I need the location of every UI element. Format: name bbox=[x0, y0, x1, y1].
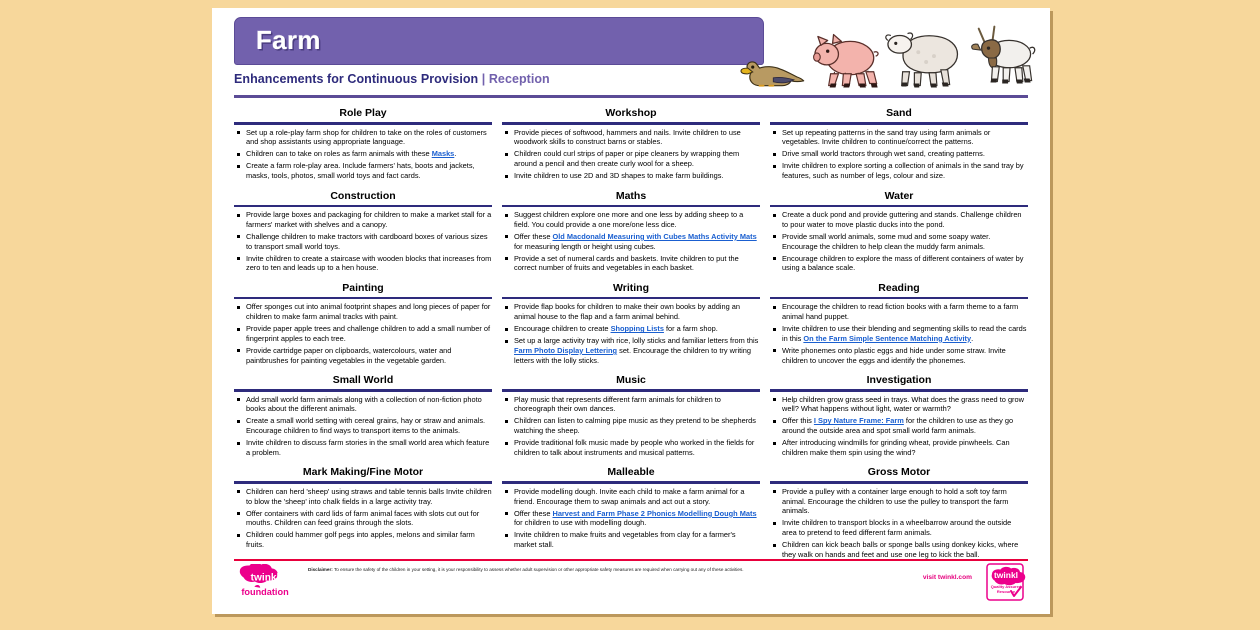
activity-text: Invite children to create a staircase with wooden blocks that increases from zero to ten and leads up to a hen house. bbox=[246, 253, 492, 273]
provision-section bbox=[502, 187, 760, 273]
activity-text: Set up a large activity tray with rice, lolly sticks and familiar letters from this bbox=[514, 336, 759, 346]
section-underline bbox=[502, 122, 760, 125]
activity-list bbox=[502, 128, 760, 181]
header-animal-illustrations bbox=[740, 18, 1036, 92]
activity-item bbox=[502, 324, 760, 334]
section-underline bbox=[770, 122, 1028, 125]
section-heading: Small World bbox=[332, 374, 394, 387]
activity-item bbox=[502, 416, 760, 435]
sheep-illustration bbox=[885, 30, 961, 92]
activity-text: Provide cartridge paper on clipboards, watercolours, water and paintbrushes for painting vegetables in the vegetable garden. bbox=[246, 345, 452, 365]
activity-text: Invite children to make fruits and vegetables from clay for a farmer's market stall. bbox=[514, 530, 736, 550]
activity-item bbox=[502, 210, 760, 229]
activity-text: Help children grow grass seed in trays. What does the grass need to grow well? What happens without light, water or warmth? bbox=[782, 394, 1024, 414]
resource-link[interactable]: Shopping Lists bbox=[610, 324, 664, 334]
activity-item bbox=[234, 487, 492, 506]
twinkl-quality-assured-badge[interactable] bbox=[984, 562, 1026, 602]
activity-item bbox=[234, 416, 492, 435]
activity-item bbox=[770, 254, 1028, 273]
section-underline bbox=[234, 481, 492, 484]
activity-text: Provide a set of numeral cards and baskets. Invite children to put the correct number of fruits and vegetables in each basket. bbox=[514, 253, 739, 273]
activity-text: Children could curl strips of paper or pipe cleaners by wrapping them around a pencil and then create curly wool for a sheep. bbox=[514, 149, 740, 168]
section-underline bbox=[770, 481, 1028, 484]
activity-text: for a farm shop. bbox=[663, 324, 718, 334]
activity-item bbox=[770, 210, 1028, 229]
activity-item bbox=[502, 530, 760, 549]
section-heading: Maths bbox=[615, 189, 647, 202]
activity-item bbox=[770, 149, 1028, 159]
activity-list bbox=[234, 128, 492, 181]
activity-text: Provide flap books for children to make their own books by adding an animal house to the flap and a farm animal behind. bbox=[514, 302, 740, 321]
resource-link[interactable]: Masks bbox=[431, 149, 455, 159]
activity-text: Drive small world tractors through wet sand, creating patterns. bbox=[782, 149, 985, 159]
activity-text: for measuring length or height using cubes. bbox=[514, 241, 656, 251]
duck-illustration bbox=[740, 50, 809, 92]
activity-item bbox=[770, 161, 1028, 180]
activity-item bbox=[234, 161, 492, 180]
provision-column-2 bbox=[502, 104, 760, 565]
page-header bbox=[212, 8, 1050, 100]
disclaimer-text bbox=[308, 567, 788, 574]
provision-section bbox=[502, 104, 760, 181]
activity-text: Offer these bbox=[514, 231, 553, 241]
provision-section bbox=[770, 279, 1028, 365]
activity-text: Suggest children explore one more and one less by adding sheep to a field. You could provide a one more/one less dice. bbox=[514, 210, 744, 229]
activity-text: Children could hammer golf pegs into apples, melons and similar farm fruits. bbox=[246, 530, 475, 550]
section-heading: Investigation bbox=[866, 374, 932, 387]
activity-item bbox=[234, 324, 492, 343]
activity-item bbox=[770, 540, 1028, 559]
subtitle-phase: Reception bbox=[488, 72, 550, 86]
page-subtitle bbox=[234, 72, 550, 86]
provision-section bbox=[770, 463, 1028, 559]
activity-list bbox=[770, 395, 1028, 458]
section-underline bbox=[234, 122, 492, 125]
provision-section bbox=[234, 187, 492, 273]
activity-text: Offer sponges cut into animal footprint shapes and long pieces of paper for children to make farm animal tracks with paint. bbox=[246, 302, 491, 321]
activity-item bbox=[234, 530, 492, 549]
section-heading: Music bbox=[616, 374, 646, 387]
header-divider bbox=[234, 95, 1028, 98]
activity-item bbox=[234, 509, 492, 528]
activity-text: Children can to take on roles as farm animals with these bbox=[246, 149, 432, 159]
footer-divider bbox=[234, 559, 1028, 561]
section-underline bbox=[234, 205, 492, 208]
provision-section bbox=[502, 371, 760, 457]
activity-item bbox=[770, 518, 1028, 537]
activity-list bbox=[502, 487, 760, 550]
goat-illustration bbox=[965, 22, 1036, 92]
activity-item bbox=[770, 232, 1028, 251]
disclaimer-label: Disclaimer: bbox=[308, 567, 333, 572]
section-heading: Writing bbox=[613, 281, 649, 294]
activity-text: Children can herd 'sheep' using straws and table tennis balls Invite children to blow the 'sheep' into chalk fields in a large activity tray. bbox=[246, 486, 492, 506]
activity-text: Invite children to use 2D and 3D shapes to make farm buildings. bbox=[514, 171, 724, 181]
activity-text: After introducing windmills for grinding wheat, provide pinwheels. Can children make them spin using the wind? bbox=[782, 438, 1010, 457]
activity-text: Provide pieces of softwood, hammers and nails. Invite children to use woodwork skills to construct barns or stables. bbox=[514, 127, 741, 147]
activity-text: . bbox=[971, 333, 974, 343]
activity-text: for the children to use as they go around the outside area and spot small world farm animals. bbox=[782, 416, 1014, 436]
section-heading: Malleable bbox=[607, 466, 655, 479]
provision-column-1 bbox=[234, 104, 492, 565]
resource-link[interactable]: I Spy Nature Frame: Farm bbox=[813, 416, 904, 426]
activity-text: Children can listen to calming pipe music as they pretend to be shepherds watching the sheep. bbox=[514, 416, 756, 436]
section-heading: Painting bbox=[342, 281, 384, 294]
activity-text: Create a duck pond and provide guttering and stands. Challenge children to pour water to move plastic ducks into the pond. bbox=[782, 210, 1022, 229]
activity-text: Offer containers with card lids of farm animal faces with slots cut out for mouths. Children can feed grains through the slots. bbox=[246, 508, 480, 528]
activity-list bbox=[502, 395, 760, 458]
activity-list bbox=[770, 128, 1028, 181]
activity-text: Set up a role-play farm shop for children to take on the roles of customers and shop assistants using appropriate language. bbox=[246, 127, 487, 147]
activity-list bbox=[502, 302, 760, 365]
activity-item bbox=[770, 346, 1028, 365]
activity-text: Invite children to explore sorting a collection of animals in the sand tray by features, such as number of legs, colour and size. bbox=[782, 161, 1024, 181]
activity-item bbox=[770, 128, 1028, 147]
section-underline bbox=[502, 389, 760, 392]
pig-illustration bbox=[813, 30, 882, 92]
activity-text: Set up repeating patterns in the sand tray using farm animals or vegetables. Invite children to continue/correct the patterns. bbox=[782, 127, 991, 147]
activity-item bbox=[502, 438, 760, 457]
activity-list bbox=[234, 210, 492, 273]
resource-link[interactable]: Harvest and Farm Phase 2 Phonics Modelling Dough Mats bbox=[552, 508, 757, 518]
provision-columns bbox=[234, 104, 1028, 565]
provision-section bbox=[770, 187, 1028, 273]
badge-twinkl-wordmark: twinkl bbox=[993, 570, 1019, 580]
activity-text: set. Encourage the children to try writing letters with the lolly sticks. bbox=[514, 345, 751, 365]
section-heading: Workshop bbox=[605, 107, 657, 119]
activity-item bbox=[234, 438, 492, 457]
activity-item bbox=[502, 128, 760, 147]
foundation-wordmark: foundation bbox=[241, 587, 289, 598]
activity-text: Create a small world setting with cereal grains, hay or straw and animals. Encourage children to find ways to transport items to the animals. bbox=[246, 416, 486, 436]
activity-item bbox=[770, 438, 1028, 457]
activity-item bbox=[502, 487, 760, 506]
provision-section bbox=[502, 463, 760, 549]
activity-text: Write phonemes onto plastic eggs and hide under some straw. Invite children to uncover the eggs and identify the phonemes. bbox=[782, 345, 1006, 365]
activity-item bbox=[502, 336, 760, 365]
section-underline bbox=[234, 297, 492, 300]
activity-item bbox=[502, 302, 760, 321]
activity-text: Encourage the children to read fiction books with a farm theme to a farm animal hand puppet. bbox=[782, 302, 1019, 321]
activity-list bbox=[234, 395, 492, 458]
resource-link[interactable]: Farm Photo Display Lettering bbox=[514, 345, 618, 355]
activity-item bbox=[770, 302, 1028, 321]
resource-link[interactable]: Old Macdonald Measuring with Cubes Maths Activity Mats bbox=[552, 231, 757, 241]
activity-item bbox=[770, 395, 1028, 414]
activity-text: Offer these bbox=[514, 508, 553, 518]
disclaimer-body: To ensure the safety of the children in your setting, it is your responsibility to assess whether adult supervision or other appropriate safety measures are required when carrying out any of these activities. bbox=[332, 567, 744, 572]
subtitle-separator: | bbox=[481, 72, 486, 86]
provision-section bbox=[770, 371, 1028, 457]
section-heading: Mark Making/Fine Motor bbox=[302, 466, 424, 479]
activity-text: Provide traditional folk music made by people who worked in the fields for children to talk about instruments and musical patterns. bbox=[514, 438, 755, 457]
section-underline bbox=[502, 297, 760, 300]
activity-item bbox=[234, 346, 492, 365]
page-footer bbox=[234, 564, 1028, 604]
section-heading: Water bbox=[884, 189, 914, 202]
section-underline bbox=[502, 481, 760, 484]
activity-list bbox=[770, 487, 1028, 559]
activity-text: Provide a pulley with a container large enough to hold a soft toy farm animal. Encourage the children to use the pulley to transport the farm animals. bbox=[782, 486, 1009, 516]
activity-item bbox=[502, 232, 760, 251]
provision-section bbox=[770, 104, 1028, 181]
subtitle-main: Enhancements for Continuous Provision bbox=[234, 72, 479, 86]
section-heading: Sand bbox=[886, 107, 912, 119]
activity-list bbox=[502, 210, 760, 273]
provision-column-3 bbox=[770, 104, 1028, 565]
twinkl-foundation-logo[interactable] bbox=[236, 564, 294, 598]
section-underline bbox=[502, 205, 760, 208]
provision-section bbox=[502, 279, 760, 365]
section-heading: Construction bbox=[330, 189, 396, 202]
section-heading: Gross Motor bbox=[867, 466, 931, 479]
provision-section bbox=[234, 279, 492, 365]
section-underline bbox=[234, 389, 492, 392]
activity-item bbox=[502, 395, 760, 414]
section-heading: Reading bbox=[878, 281, 920, 294]
activity-list bbox=[234, 487, 492, 550]
section-heading: Role Play bbox=[339, 107, 387, 119]
activity-text: Provide modelling dough. Invite each child to make a farm animal for a friend. Encourage them to swap animals and act out a story. bbox=[514, 486, 745, 506]
activity-text: Play music that represents different farm animals for children to choreograph their own dances. bbox=[514, 394, 721, 414]
activity-item bbox=[234, 395, 492, 414]
activity-item bbox=[770, 487, 1028, 516]
activity-text: Create a farm role-play area. Include farmers' hats, boots and jackets, masks, tools, photos, small world toys and fact cards. bbox=[246, 161, 475, 181]
activity-text: Challenge children to make tractors with cardboard boxes of various sizes to transport small world toys. bbox=[246, 231, 488, 251]
activity-text: Add small world farm animals along with a collection of non-fiction photo books about the different animals. bbox=[246, 394, 482, 414]
activity-list bbox=[234, 302, 492, 365]
provision-section bbox=[234, 371, 492, 457]
activity-list bbox=[770, 302, 1028, 365]
activity-text: for children to use with modelling dough. bbox=[514, 518, 647, 528]
activity-text: Offer this bbox=[782, 416, 814, 426]
activity-text: Invite children to discuss farm stories in the small world area which feature a problem. bbox=[246, 438, 490, 457]
activity-item bbox=[502, 509, 760, 528]
page-title: Farm bbox=[256, 25, 321, 55]
section-underline bbox=[770, 297, 1028, 300]
visit-twinkl-link[interactable]: visit twinkl.com bbox=[922, 574, 972, 581]
activity-item bbox=[234, 210, 492, 229]
badge-resource-line: Resource bbox=[996, 589, 1016, 594]
activity-item bbox=[502, 254, 760, 273]
section-underline bbox=[770, 205, 1028, 208]
activity-text: Invite children to use their blending and segmenting skills to read the cards in this bbox=[782, 324, 1027, 343]
activity-item bbox=[234, 149, 492, 159]
activity-text: Children can kick beach balls or sponge balls using donkey kicks, where they walk on hands and feet and use one leg to kick the ball. bbox=[782, 540, 1019, 559]
activity-item bbox=[234, 302, 492, 321]
activity-item bbox=[234, 232, 492, 251]
activity-item bbox=[770, 324, 1028, 343]
badge-quality-line: Quality Assured bbox=[990, 584, 1022, 589]
twinkl-wordmark: twinkl bbox=[250, 572, 280, 584]
section-underline bbox=[770, 389, 1028, 392]
activity-text: Provide large boxes and packaging for children to make a market stall for a farmers' market with shelves and a canopy. bbox=[246, 210, 492, 229]
activity-item bbox=[502, 171, 760, 181]
activity-text: Invite children to transport blocks in a wheelbarrow around the outside area to pretend to feed different farm animals. bbox=[782, 518, 1012, 537]
resource-link[interactable]: On the Farm Simple Sentence Matching Activity bbox=[803, 333, 972, 343]
activity-item bbox=[234, 128, 492, 147]
activity-text: Encourage children to create bbox=[514, 324, 611, 334]
activity-item bbox=[770, 416, 1028, 435]
provision-section bbox=[234, 463, 492, 549]
activity-text: Encourage children to explore the mass of different containers of water by using a balance scale. bbox=[782, 253, 1024, 273]
activity-text: . bbox=[454, 149, 457, 159]
worksheet-page bbox=[212, 8, 1050, 614]
provision-section bbox=[234, 104, 492, 181]
activity-list bbox=[770, 210, 1028, 273]
activity-text: Provide paper apple trees and challenge children to add a small number of fingerprint apples to each tree. bbox=[246, 324, 491, 343]
activity-item bbox=[502, 149, 760, 168]
activity-text: Provide small world animals, some mud and some soapy water. Encourage the children to help clean the muddy farm animals. bbox=[782, 231, 991, 251]
activity-item bbox=[234, 254, 492, 273]
